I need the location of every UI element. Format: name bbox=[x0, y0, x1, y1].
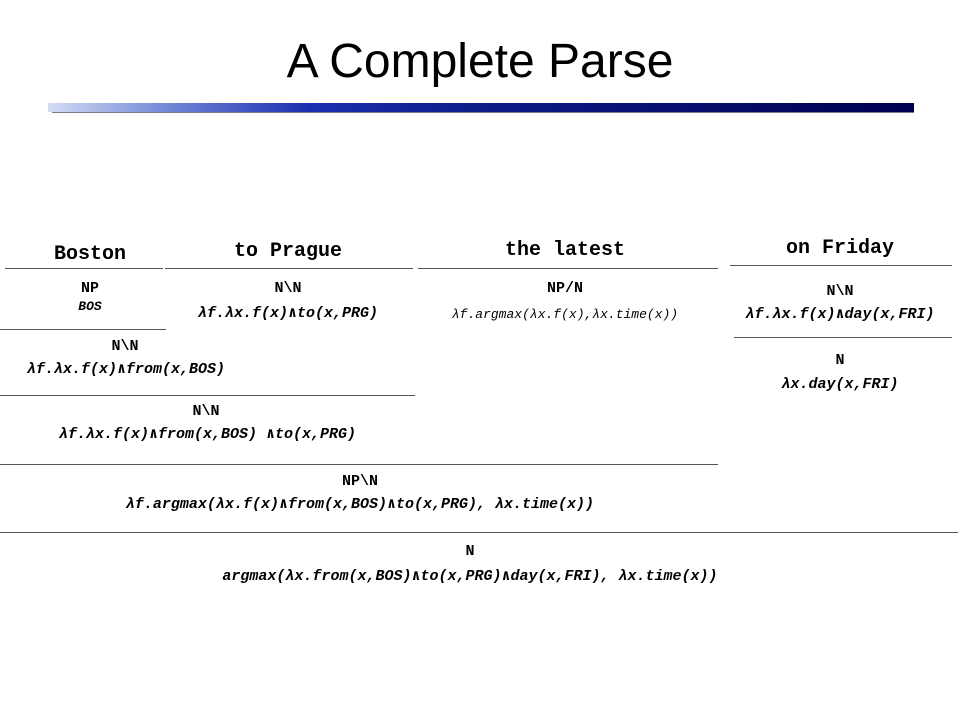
rule-prague-lex bbox=[165, 268, 413, 269]
rule-np-combined bbox=[0, 464, 718, 465]
rule-friday-unary bbox=[734, 337, 952, 338]
rule-boston-unary bbox=[0, 329, 166, 330]
boston-unary-semantics: λf.λx.f(x)∧from(x,BOS) bbox=[26, 361, 226, 378]
friday-lex-category: N\N bbox=[826, 283, 854, 300]
word-on-friday: on Friday bbox=[785, 237, 895, 260]
prague-lex-category: N\N bbox=[274, 280, 302, 297]
latest-lex-category: NP/N bbox=[546, 280, 583, 297]
final-semantics: argmax(λx.from(x,BOS)∧to(x,PRG)∧day(x,FRI), λx.time(x)) bbox=[222, 568, 718, 585]
friday-unary-semantics: λx.day(x,FRI) bbox=[781, 376, 899, 393]
word-the-latest: the latest bbox=[504, 239, 626, 262]
boston-prague-category: N\N bbox=[192, 403, 220, 420]
final-category: N bbox=[465, 543, 475, 560]
np-combined-category: NP\N bbox=[341, 473, 378, 490]
boston-lex-semantics: BOS bbox=[78, 299, 102, 314]
boston-unary-category: N\N bbox=[111, 338, 139, 355]
np-combined-semantics: λf.argmax(λx.f(x)∧from(x,BOS)∧to(x,PRG), λx.time(x)) bbox=[125, 496, 595, 513]
friday-unary-category: N bbox=[835, 352, 845, 369]
word-boston: Boston bbox=[53, 243, 126, 266]
rule-final bbox=[0, 532, 958, 533]
slide-title: A Complete Parse bbox=[286, 35, 674, 88]
rule-boston-lex bbox=[5, 268, 163, 269]
rule-latest-lex bbox=[418, 268, 718, 269]
friday-lex-semantics: λf.λx.f(x)∧day(x,FRI) bbox=[745, 306, 935, 323]
rule-boston-prague bbox=[0, 395, 415, 396]
rule-friday-lex bbox=[730, 265, 952, 266]
boston-prague-semantics: λf.λx.f(x)∧from(x,BOS) ∧to(x,PRG) bbox=[58, 426, 357, 443]
word-to-prague: to Prague bbox=[233, 240, 343, 263]
latest-lex-semantics: λf.argmax(λx.f(x),λx.time(x)) bbox=[451, 307, 679, 322]
boston-lex-category: NP bbox=[80, 280, 99, 297]
prague-lex-semantics: λf.λx.f(x)∧to(x,PRG) bbox=[197, 305, 379, 322]
title-underline-bar bbox=[48, 103, 914, 112]
